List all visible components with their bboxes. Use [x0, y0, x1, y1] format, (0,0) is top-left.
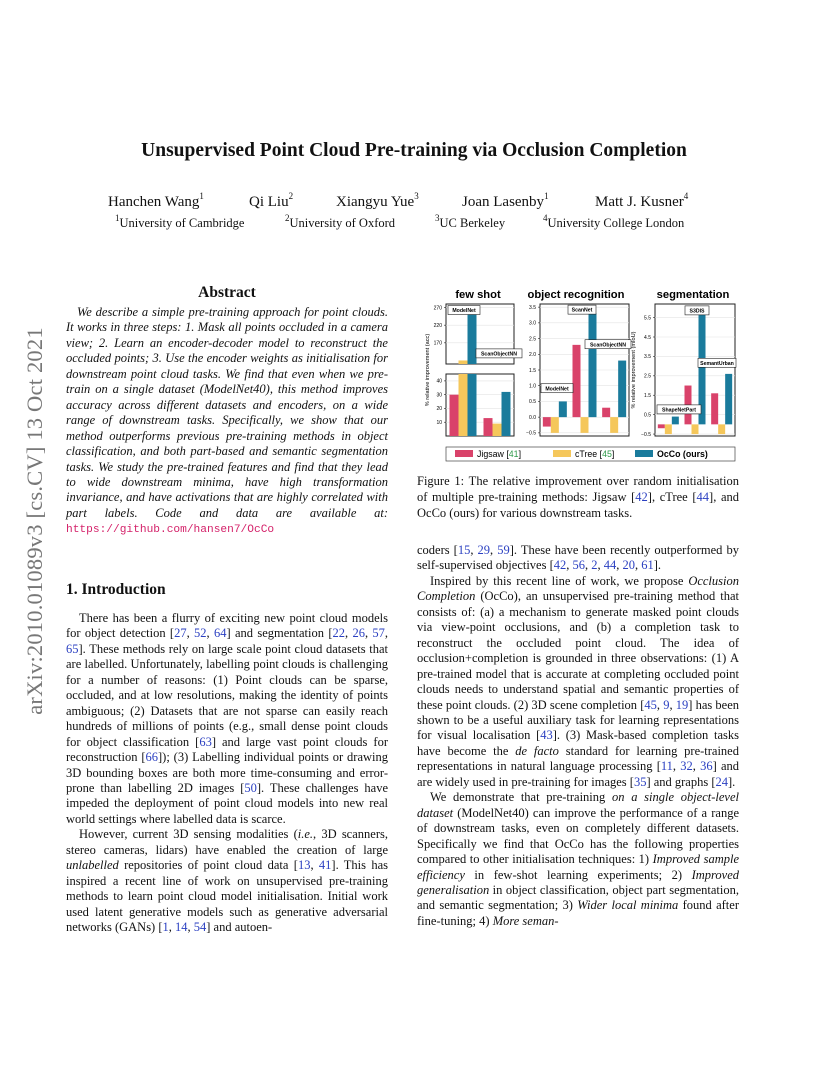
citation-link[interactable]: 11 [660, 759, 673, 774]
chart-bar [618, 361, 626, 418]
y-tick-label: 4.5 [644, 334, 651, 341]
y-axis-label-right: % relative improvement (mIoU) [631, 331, 637, 409]
citation-link[interactable]: 57 [372, 626, 385, 641]
figure-caption: Figure 1: The relative improvement over random initialisation of multiple pre-training methods: Jigsaw [42], cTree [44], and OcCo (ours) for various downstream tasks. [417, 474, 740, 520]
citation-link[interactable]: 63 [199, 734, 212, 749]
chart-bar [711, 393, 718, 424]
y-tick-label: 10 [436, 420, 442, 427]
intro-paragraph-2: However, current 3D sensing modalities (i.e., 3D scanners, stereo cameras, lidars) have enabled the creation of large unlabelled repositories of point cloud data [13, 41]. This has inspired a recent line of work on unsupervised pre-training methods to learn point cloud model initialisation. Initial work used latent generative models such as generative adversarial networks (GANs) [1, 14, 54] and autoen- [66, 827, 389, 935]
chart-bar [658, 424, 665, 428]
y-tick-label: 3.5 [529, 304, 536, 311]
legend-swatch [635, 450, 653, 457]
chart-bar [692, 424, 699, 434]
y-tick-label: 270 [433, 305, 442, 312]
emphasis-text: More seman- [492, 913, 559, 928]
chart-bar [672, 417, 679, 425]
bar-annotation: ShapeNetPart [661, 407, 697, 414]
chart-bar [459, 360, 468, 364]
emphasis-text: Improved sample efficiency [417, 852, 739, 882]
citation-link[interactable]: 56 [572, 558, 586, 573]
chart-bar [468, 308, 477, 364]
chart-bar [589, 313, 597, 417]
y-tick-label: 0.0 [529, 414, 536, 421]
bar-annotation: ModelNet [545, 386, 569, 393]
y-tick-label: −0.5 [526, 430, 536, 437]
citation-link[interactable]: 66 [145, 750, 159, 765]
y-tick-label: 170 [433, 340, 442, 347]
y-tick-label: 220 [433, 322, 442, 329]
citation-link[interactable]: 32 [680, 759, 693, 774]
legend-label: cTree [45] [575, 449, 615, 459]
author-5: Matt J. Kusner$^4$ [595, 191, 689, 210]
citation-link[interactable]: 42 [635, 490, 648, 504]
citation-link[interactable]: 26 [352, 626, 365, 641]
y-tick-label: 5.5 [644, 315, 651, 322]
citation-link[interactable]: 9 [663, 697, 670, 712]
chart-bar [551, 417, 559, 433]
citation-link[interactable]: 44 [603, 558, 617, 573]
citation-link[interactable]: 44 [696, 490, 710, 504]
citation-link[interactable]: 36 [700, 759, 713, 774]
y-tick-label: 1.0 [529, 383, 536, 390]
citation-link[interactable]: 64 [213, 626, 227, 641]
legend-citation[interactable]: 45 [602, 449, 612, 459]
legend-swatch [553, 450, 571, 457]
y-tick-label: 40 [436, 378, 442, 385]
citation-link[interactable]: 59 [497, 543, 510, 557]
chart-bar [459, 374, 468, 436]
chart-bar [725, 374, 732, 424]
citation-link[interactable]: 41 [318, 858, 332, 873]
y-tick-label: 0.5 [644, 412, 651, 419]
panel-frame [655, 304, 735, 436]
chart-bar [484, 418, 493, 436]
y-axis-label: % relative improvement (acc) [425, 333, 431, 407]
citation-link[interactable]: 1 [162, 920, 169, 935]
citation-link[interactable]: 29 [477, 543, 491, 557]
citation-link[interactable]: 24 [715, 774, 729, 789]
panel-title: segmentation [656, 289, 730, 301]
chart-bar [718, 424, 725, 434]
y-tick-label: 2.0 [529, 352, 536, 359]
figure-1-chart [405, 284, 745, 466]
citation-link[interactable]: 45 [644, 697, 657, 712]
citation-link[interactable]: 61 [641, 558, 654, 573]
chart-bar [581, 417, 589, 433]
chart-bar [610, 417, 618, 433]
citation-link[interactable]: 27 [174, 626, 187, 641]
abstract-text: We describe a simple pre-training approach for point clouds. It works in three steps: 1. Mask all points occluded in a camera view; 2. Learn an encoder-decoder model to reconstruct the occluded points; 3. Use the encoder weights as initialisation for downstream point cloud tasks. We find that even when we pre-train on a single dataset (ModelNet40), this method improves accuracy across different datasets and encoders, on a wide range of downstream tasks. Specifically, we show that our method outperforms previous pre-training methods in object classification, and both part-based and semantic segmentation tasks. We study the pre-trained features and find that they lead to wide downstream minima, have high transformation invariance, and have activations that are highly correlated with part labels. Code and data are available at: [66, 305, 388, 520]
affiliation-1: $^1$University of Cambridge [115, 213, 245, 230]
author-1: Hanchen Wang$^1$ [108, 191, 204, 210]
chart-bar [450, 395, 459, 436]
chart-bar [493, 424, 502, 436]
affiliation-3: $^3$UC Berkeley [435, 213, 506, 230]
affiliation-4: $^4$University College London [543, 213, 685, 230]
paper-title: Unsupervised Point Cloud Pre-training via Occlusion Completion [141, 140, 687, 161]
emphasis-text: on a single object-level dataset [417, 790, 740, 820]
emphasis-text: i.e. [297, 827, 314, 842]
y-tick-label: 0.5 [529, 399, 536, 406]
panel-title: object recognition [527, 289, 625, 301]
y-tick-label: −0.5 [641, 431, 651, 438]
y-tick-label: 3.5 [644, 354, 651, 361]
chart-bar [502, 392, 511, 436]
chart-bar [602, 408, 610, 417]
citation-link[interactable]: 50 [244, 780, 257, 795]
y-tick-label: 2.5 [644, 373, 651, 380]
citation-link[interactable]: 14 [175, 920, 188, 935]
abstract-heading: Abstract [198, 284, 256, 301]
citation-link[interactable]: 19 [675, 697, 689, 712]
bar-annotation: ScanObjectNN [589, 342, 627, 349]
chart-bar [468, 374, 477, 436]
citation-link[interactable]: 42 [553, 558, 567, 573]
legend-swatch [455, 450, 473, 457]
citation-link[interactable]: 22 [332, 626, 345, 641]
bar-annotation: ScanNet [571, 307, 593, 314]
emphasis-text: Occlusion Completion [417, 573, 739, 604]
citation-link[interactable]: 15 [457, 543, 471, 557]
legend-label: Jigsaw [41] [477, 449, 522, 459]
bar-annotation: S3DIS [689, 308, 705, 315]
chart-bar [573, 345, 581, 417]
emphasis-text: de facto [515, 743, 559, 758]
y-tick-label: 3.0 [529, 320, 536, 327]
code-url-link[interactable]: https://github.com/hansen7/OcCo [66, 524, 275, 537]
chart-bar [559, 401, 567, 417]
y-tick-label: 1.5 [644, 393, 651, 400]
y-tick-label: 1.5 [529, 367, 536, 374]
y-tick-label: 20 [436, 406, 442, 413]
citation-link[interactable]: 13 [297, 858, 311, 873]
y-tick-label: 30 [436, 392, 442, 399]
emphasis-text: Wider local minima [577, 898, 679, 913]
y-tick-label: 2.5 [529, 336, 536, 343]
right-paragraph-2: Inspired by this recent line of work, we propose Occlusion Completion (OcCo), an unsupervised pre-training method that consists of: (a) a mechanism to generate masked point clouds via view-point occlusions, and (b) a completion task to reconstruct the occluded point cloud. The idea of occlusion+completion is grounded in three observations: (1) A pre-trained model that is accurate at completing occluded point clouds needs to understand spatial and semantic properties of these point clouds. (2) 3D scene completion [45, 9, 19] has been shown to be a useful auxiliary task for learning representations for visual localisation [43]. (3) Mask-based completion tasks have become the de facto standard for learning pre-trained representations in natural language processing [11, 32, 36] and are widely used in pre-training for images [35] and graphs [24]. [417, 573, 740, 789]
right-paragraph-3: We demonstrate that pre-training on a single object-level dataset (ModelNet40) can improve the performance of a range of downstream tasks, even on completely different datasets. Specifically we find that OcCo has the following properties compared to other initialisation techniques: 1) Improved sample efficiency in few-shot learning experiments; 2) Improved generalisation in object classification, object part segmentation, and semantic segmentation; 3) Wider local minima found after fine-tuning; 4) More seman- [417, 790, 740, 928]
panel-title: few shot [455, 289, 501, 301]
intro-paragraph-1: There has been a flurry of exciting new point cloud models for object detection [27, 52, 64] and segmentation [22, 26, 57, 65]. These methods rely on large scale point cloud datasets that are labelled. Unfortunately, labelling point clouds is challenging for a number of reasons: (1) Point clouds can be sparse, occluded, and at low resolutions, making the identity of points ambiguous; (2) Datasets that are not sparse can easily reach hundreds of millions of points (e.g., small dense point clouds for object classification [63] and large vast point clouds for reconstruction [66]); (3) Labelling individual points or drawing 3D bounding boxes are both more time-consuming and error-prone than labelling 2D images [50]. These challenges have impeded the deployment of point cloud models into new real world settings where labelled data is scarce. [66, 611, 389, 826]
chart-bar [665, 424, 672, 434]
right-paragraph-1: coders [15, 29, 59]. These have been recently outperformed by self-supervised objectives [42, 56, 2, 44, 20, 61]. [417, 543, 739, 573]
introduction-right-column [417, 543, 739, 929]
affiliation-2: $^2$University of Oxford [285, 213, 396, 230]
bar-annotation: ScanObjectNN [480, 351, 518, 358]
citation-link[interactable]: 2 [591, 558, 598, 573]
author-2: Qi Liu$^2$ [249, 191, 294, 210]
citation-link[interactable]: 43 [540, 728, 553, 743]
author-4: Joan Lasenby$^1$ [462, 191, 549, 210]
arxiv-side-identifier [21, 287, 49, 755]
citation-link[interactable]: 65 [66, 641, 79, 656]
citation-link[interactable]: 54 [193, 920, 207, 935]
abstract-body [66, 305, 388, 539]
citation-link[interactable]: 52 [194, 626, 207, 641]
chart-bar [543, 417, 551, 426]
citation-link[interactable]: 35 [633, 774, 647, 789]
introduction-left-column [66, 611, 388, 936]
bar-annotation: SemantUrban [700, 360, 734, 367]
author-3: Xiangyu Yue$^3$ [336, 191, 419, 210]
emphasis-text: Improved generalisation [417, 867, 739, 897]
arxiv-identifier-text: arXiv:2010.01089v3 [cs.CV] 13 Oct 2021 [22, 327, 47, 715]
section-heading-introduction: 1. Introduction [66, 581, 166, 598]
legend-citation[interactable]: 41 [508, 449, 519, 459]
citation-link[interactable]: 20 [622, 558, 636, 573]
legend-label: OcCo (ours) [657, 449, 708, 459]
emphasis-text: unlabelled [66, 858, 119, 873]
bar-annotation: ModelNet [452, 308, 476, 315]
